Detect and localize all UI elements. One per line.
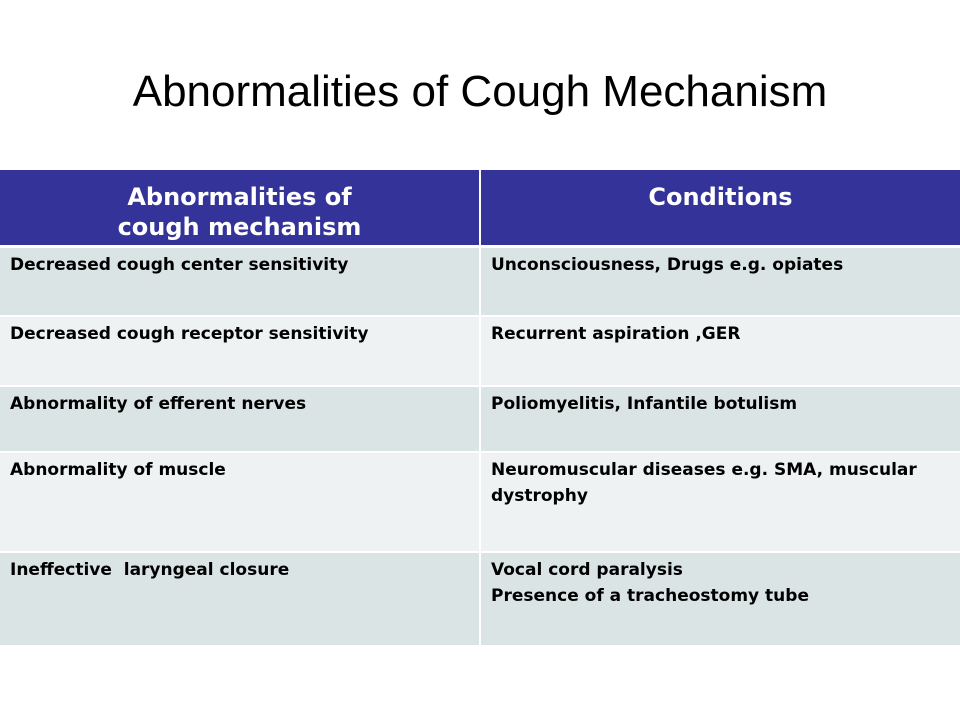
abnormality-cell: Abnormality of efferent nerves bbox=[0, 386, 480, 452]
condition-cell bbox=[480, 552, 960, 646]
condition-cell: Recurrent aspiration ,GER bbox=[480, 316, 960, 386]
header-abnormalities-line1: Abnormalities of bbox=[127, 183, 352, 211]
table-row bbox=[0, 316, 960, 386]
condition-cell: Poliomyelitis, Infantile botulism bbox=[480, 386, 960, 452]
header-abnormalities-line2: cough mechanism bbox=[117, 213, 362, 241]
header-abnormalities bbox=[0, 170, 480, 246]
table-row bbox=[0, 246, 960, 316]
table-header-row bbox=[0, 170, 960, 246]
cough-mechanism-table bbox=[0, 170, 960, 647]
condition-line: Vocal cord paralysis bbox=[491, 560, 683, 580]
abnormality-cell: Decreased cough receptor sensitivity bbox=[0, 316, 480, 386]
abnormality-cell: Decreased cough center sensitivity bbox=[0, 246, 480, 316]
table-row bbox=[0, 386, 960, 452]
condition-cell: Neuromuscular diseases e.g. SMA, muscular dystrophy bbox=[480, 452, 960, 552]
slide-title: Abnormalities of Cough Mechanism bbox=[132, 67, 828, 116]
table-row bbox=[0, 552, 960, 646]
table-row bbox=[0, 452, 960, 552]
abnormality-cell: Ineffective laryngeal closure bbox=[0, 552, 480, 646]
condition-cell: Unconsciousness, Drugs e.g. opiates bbox=[480, 246, 960, 316]
header-conditions: Conditions bbox=[480, 170, 960, 246]
condition-line: Presence of a tracheostomy tube bbox=[491, 586, 809, 606]
abnormality-cell: Abnormality of muscle bbox=[0, 452, 480, 552]
